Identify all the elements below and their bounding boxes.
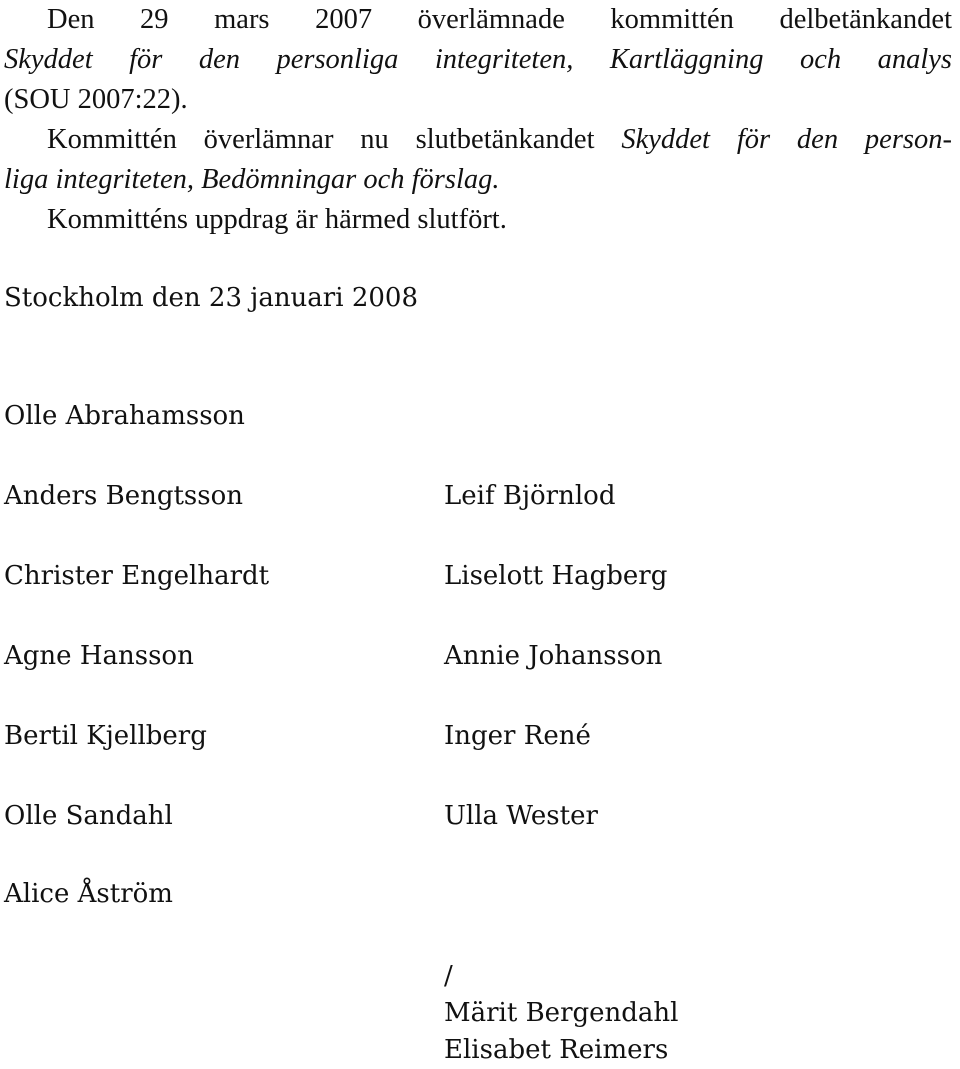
secretaries-block: [444, 958, 678, 1069]
final-report-line-1: [4, 120, 952, 160]
member-left: Agne Hansson: [4, 641, 194, 671]
place-date: Stockholm den 23 januari 2008: [4, 283, 418, 313]
final-report-line-1-title: Skyddet för den person-: [621, 124, 953, 155]
intro-line-2-text: Skyddet för den personliga integriteten, Kartläggning och analys: [4, 44, 952, 75]
member-left: Alice Åström: [4, 879, 173, 909]
member-right: Liselott Hagberg: [444, 561, 668, 591]
intro-line-1: Den 29 mars 2007 överlämnade kommittén delbetänkandet: [47, 4, 952, 35]
final-report-paragraph: [4, 120, 954, 200]
secretaries-separator: /: [444, 961, 453, 991]
final-report-line-2: [4, 160, 954, 200]
member-right: Annie Johansson: [444, 641, 663, 671]
member-left: Christer Engelhardt: [4, 561, 270, 591]
completion-paragraph: [4, 200, 954, 240]
member-right: Ulla Wester: [444, 801, 598, 831]
completion-line: Kommitténs uppdrag är härmed slutfört.: [47, 204, 507, 235]
member-left: Bertil Kjellberg: [4, 721, 207, 751]
secretary-name: Märit Bergendahl: [444, 998, 679, 1028]
member-right: Inger René: [444, 721, 591, 751]
chair-name: Olle Abrahamsson: [4, 401, 245, 431]
intro-paragraph: [4, 0, 954, 120]
member-right: Leif Björnlod: [444, 481, 616, 511]
intro-line-2: [4, 40, 952, 80]
final-report-line-1-prefix: Kommittén överlämnar nu slutbetänkandet: [47, 124, 595, 155]
final-report-line-2-title: liga integriteten, Bedömningar och förslag.: [4, 164, 500, 195]
secretary-name: Elisabet Reimers: [444, 1035, 669, 1065]
intro-line-3: (SOU 2007:22).: [4, 84, 188, 115]
member-left: Anders Bengtsson: [4, 481, 244, 511]
member-left: Olle Sandahl: [4, 801, 173, 831]
